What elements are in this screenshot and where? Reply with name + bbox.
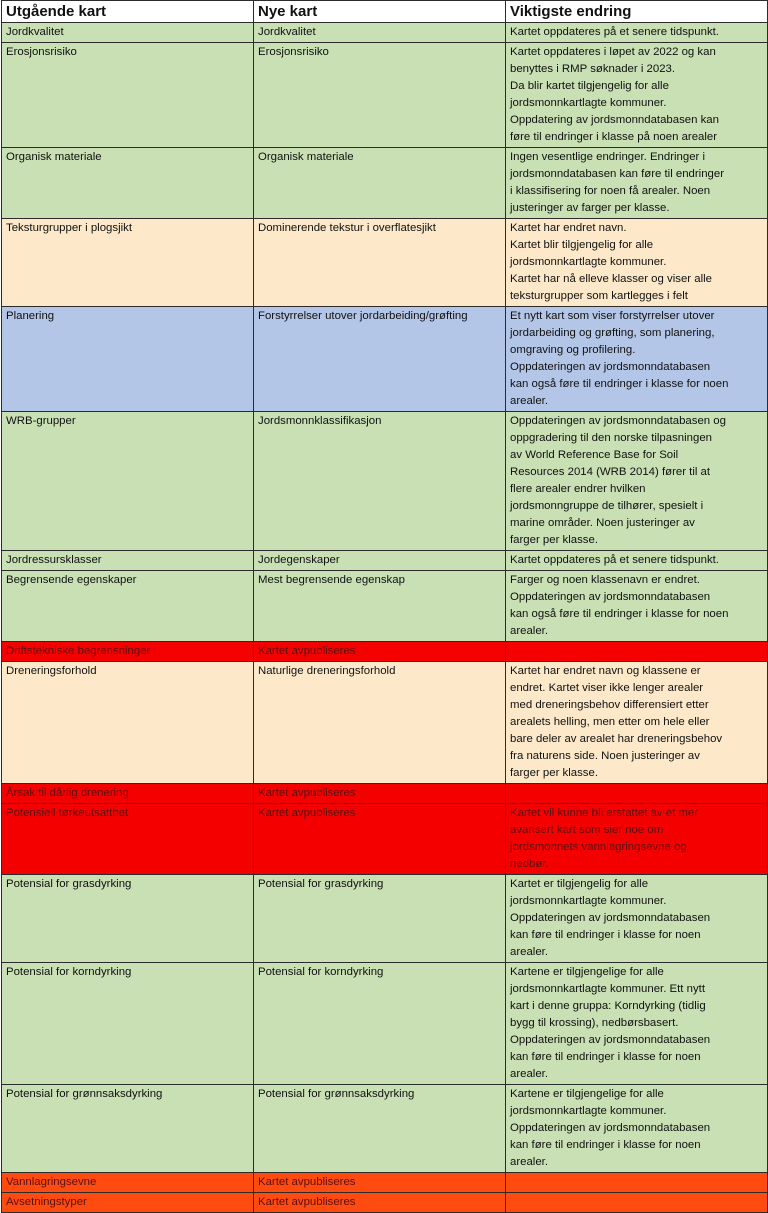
old-map-text: Driftstekniske begrensninger (6, 645, 151, 657)
new-map-text: Naturlige dreneringsforhold (258, 665, 396, 677)
new-map-text: Kartet avpubliseres (258, 645, 356, 657)
old-map-text: Erosjonsrisiko (6, 46, 77, 58)
change-text: Kartet er tilgjengelig for alle jordsmonnkartlagte kommuner. Oppdateringen av jordsmonndatabasen kan føre til endringer i klasse for noen arealer. (510, 878, 711, 958)
header-new-map: Nye kart (254, 1, 506, 23)
change-cell (506, 571, 768, 642)
change-cell (506, 804, 768, 875)
table-row (2, 963, 768, 1085)
change-cell (506, 412, 768, 551)
old-map-text: Jordkvalitet (6, 26, 64, 38)
new-map-cell (254, 662, 506, 784)
header-old-map: Utgående kart (2, 1, 254, 23)
new-map-cell (254, 1173, 506, 1193)
table-row (2, 784, 768, 804)
new-map-text: Kartet avpubliseres (258, 787, 356, 799)
old-map-text: Dreneringsforhold (6, 665, 97, 677)
table-row (2, 1085, 768, 1173)
table-row (2, 412, 768, 551)
new-map-cell (254, 148, 506, 219)
table-row (2, 642, 768, 662)
change-cell (506, 662, 768, 784)
old-map-cell (2, 148, 254, 219)
change-cell (506, 1085, 768, 1173)
table-row (2, 1173, 768, 1193)
new-map-text: Potensial for grønnsaksdyrking (258, 1088, 415, 1100)
change-text: Kartet oppdateres på et senere tidspunkt. (510, 554, 719, 566)
change-text: Oppdateringen av jordsmonndatabasen og oppgradering til den norske tilpasningen av World Reference Base for Soil Resources 2014 (WRB 2014) fører til at flere arealer endrer hvilken jordsmonngruppe de tilhører, spesielt i marine områder. Noen justeringer av farger per klasse. (510, 415, 726, 546)
change-text: Ingen vesentlige endringer. Endringer i jordsmonndatabasen kan føre til endringer i klassifisering for noen få arealer. Noen justeringer av farger per klasse. (510, 151, 725, 214)
new-map-cell (254, 23, 506, 43)
table-row (2, 219, 768, 307)
old-map-cell (2, 804, 254, 875)
new-map-cell (254, 1193, 506, 1213)
old-map-cell (2, 219, 254, 307)
old-map-text: Begrensende egenskaper (6, 574, 137, 586)
change-cell (506, 551, 768, 571)
new-map-cell (254, 551, 506, 571)
change-cell (506, 148, 768, 219)
old-map-text: WRB-grupper (6, 415, 76, 427)
change-text: Kartet har endret navn. Kartet blir tilgjengelig for alle jordsmonnkartlagte kommuner. Kartet har nå elleve klasser og viser alle teksturgrupper som kartlegges i felt (510, 222, 712, 302)
old-map-cell (2, 23, 254, 43)
table-row (2, 875, 768, 963)
table-row (2, 1193, 768, 1213)
old-map-text: Årsak til dårlig drenering (6, 787, 129, 799)
change-text: Kartene er tilgjengelige for alle jordsmonnkartlagte kommuner. Oppdateringen av jordsmonndatabasen kan føre til endringer i klasse for noen arealer. (510, 1088, 711, 1168)
new-map-text: Kartet avpubliseres (258, 1176, 356, 1188)
new-map-text: Kartet avpubliseres (258, 1196, 356, 1208)
new-map-cell (254, 642, 506, 662)
table-row (2, 43, 768, 148)
change-text: Kartet oppdateres på et senere tidspunkt. (510, 26, 719, 38)
change-text: Kartet oppdateres i løpet av 2022 og kan benyttes i RMP søknader i 2023. Da blir kartet tilgjengelig for alle jordsmonnkartlagte kommuner. Oppdatering av jordsmonndatabasen kan føre til endringer i klasse på noen arealer (510, 46, 719, 143)
old-map-text: Planering (6, 310, 55, 322)
new-map-text: Jordkvalitet (258, 26, 316, 38)
new-map-text: Potensial for korndyrking (258, 966, 384, 978)
old-map-text: Potensial for grasdyrking (6, 878, 132, 890)
change-cell (506, 43, 768, 148)
old-map-text: Potensial for grønnsaksdyrking (6, 1088, 163, 1100)
new-map-cell (254, 307, 506, 412)
change-cell (506, 1173, 768, 1193)
new-map-text: Forstyrrelser utover jordarbeiding/grøfting (258, 310, 468, 322)
old-map-cell (2, 43, 254, 148)
old-map-cell (2, 784, 254, 804)
old-map-cell (2, 642, 254, 662)
new-map-cell (254, 804, 506, 875)
old-map-text: Jordressursklasser (6, 554, 102, 566)
old-map-cell (2, 551, 254, 571)
old-map-cell (2, 875, 254, 963)
old-map-cell (2, 412, 254, 551)
table-row (2, 804, 768, 875)
new-map-cell (254, 219, 506, 307)
old-map-cell (2, 963, 254, 1085)
table-row (2, 23, 768, 43)
change-text: Et nytt kart som viser forstyrrelser utover jordarbeiding og grøfting, som planering, omgraving og profilering. Oppdateringen av jordsmonndatabasen kan også føre til endringer i klasse for noen arealer. (510, 310, 729, 407)
change-cell (506, 963, 768, 1085)
old-map-cell (2, 1173, 254, 1193)
new-map-cell (254, 875, 506, 963)
new-map-text: Potensial for grasdyrking (258, 878, 384, 890)
old-map-cell (2, 1193, 254, 1213)
change-cell (506, 307, 768, 412)
table-row (2, 307, 768, 412)
change-cell (506, 642, 768, 662)
new-map-cell (254, 43, 506, 148)
old-map-cell (2, 307, 254, 412)
new-map-cell (254, 963, 506, 1085)
table-body (2, 23, 768, 1213)
table-row (2, 662, 768, 784)
old-map-text: Vannlagringsevne (6, 1176, 97, 1188)
old-map-cell (2, 662, 254, 784)
change-text: Kartene er tilgjengelige for alle jordsmonnkartlagte kommuner. Ett nytt kart i denne gruppa: Korndyrking (tidlig bygg til krossing), nedbørsbasert. Oppdateringen av jordsmonndatabasen kan føre til endringer i klasse for noen arealer. (510, 966, 711, 1080)
table-header (2, 1, 768, 23)
new-map-text: Organisk materiale (258, 151, 354, 163)
table-row (2, 571, 768, 642)
header-row (2, 1, 768, 23)
old-map-cell (2, 1085, 254, 1173)
old-map-text: Potensiell tørkeutsatthet (6, 807, 129, 819)
old-map-text: Teksturgrupper i plogsjikt (6, 222, 132, 234)
change-cell (506, 1193, 768, 1213)
change-text: Kartet vil kunne bli erstattet av et mer avansert kart som sier noe om jordsmonnets vannlagringsevne og nedbør. (510, 807, 699, 870)
change-text: Farger og noen klassenavn er endret. Oppdateringen av jordsmonndatabasen kan også føre til endringer i klasse for noen arealer. (510, 574, 729, 637)
old-map-text: Potensial for korndyrking (6, 966, 132, 978)
change-cell (506, 784, 768, 804)
new-map-text: Erosjonsrisiko (258, 46, 329, 58)
new-map-text: Jordegenskaper (258, 554, 340, 566)
table-row (2, 551, 768, 571)
new-map-cell (254, 412, 506, 551)
header-main-change: Viktigste endring (506, 1, 768, 23)
old-map-text: Avsetningstyper (6, 1196, 87, 1208)
change-cell (506, 23, 768, 43)
change-cell (506, 875, 768, 963)
new-map-text: Jordsmonnklassifikasjon (258, 415, 382, 427)
old-map-text: Organisk materiale (6, 151, 102, 163)
new-map-cell (254, 1085, 506, 1173)
new-map-cell (254, 571, 506, 642)
new-map-text: Dominerende tekstur i overflatesjikt (258, 222, 436, 234)
map-changes-table (1, 0, 768, 1213)
new-map-text: Kartet avpubliseres (258, 807, 356, 819)
table-row (2, 148, 768, 219)
change-cell (506, 219, 768, 307)
old-map-cell (2, 571, 254, 642)
new-map-text: Mest begrensende egenskap (258, 574, 405, 586)
change-text: Kartet har endret navn og klassene er endret. Kartet viser ikke lenger arealer med dreneringsbehov differensiert etter arealets helling, men etter om hele eller bare deler av arealet har dreneringsbehov fra naturens side. Noen justeringer av farger per klasse. (510, 665, 723, 779)
new-map-cell (254, 784, 506, 804)
